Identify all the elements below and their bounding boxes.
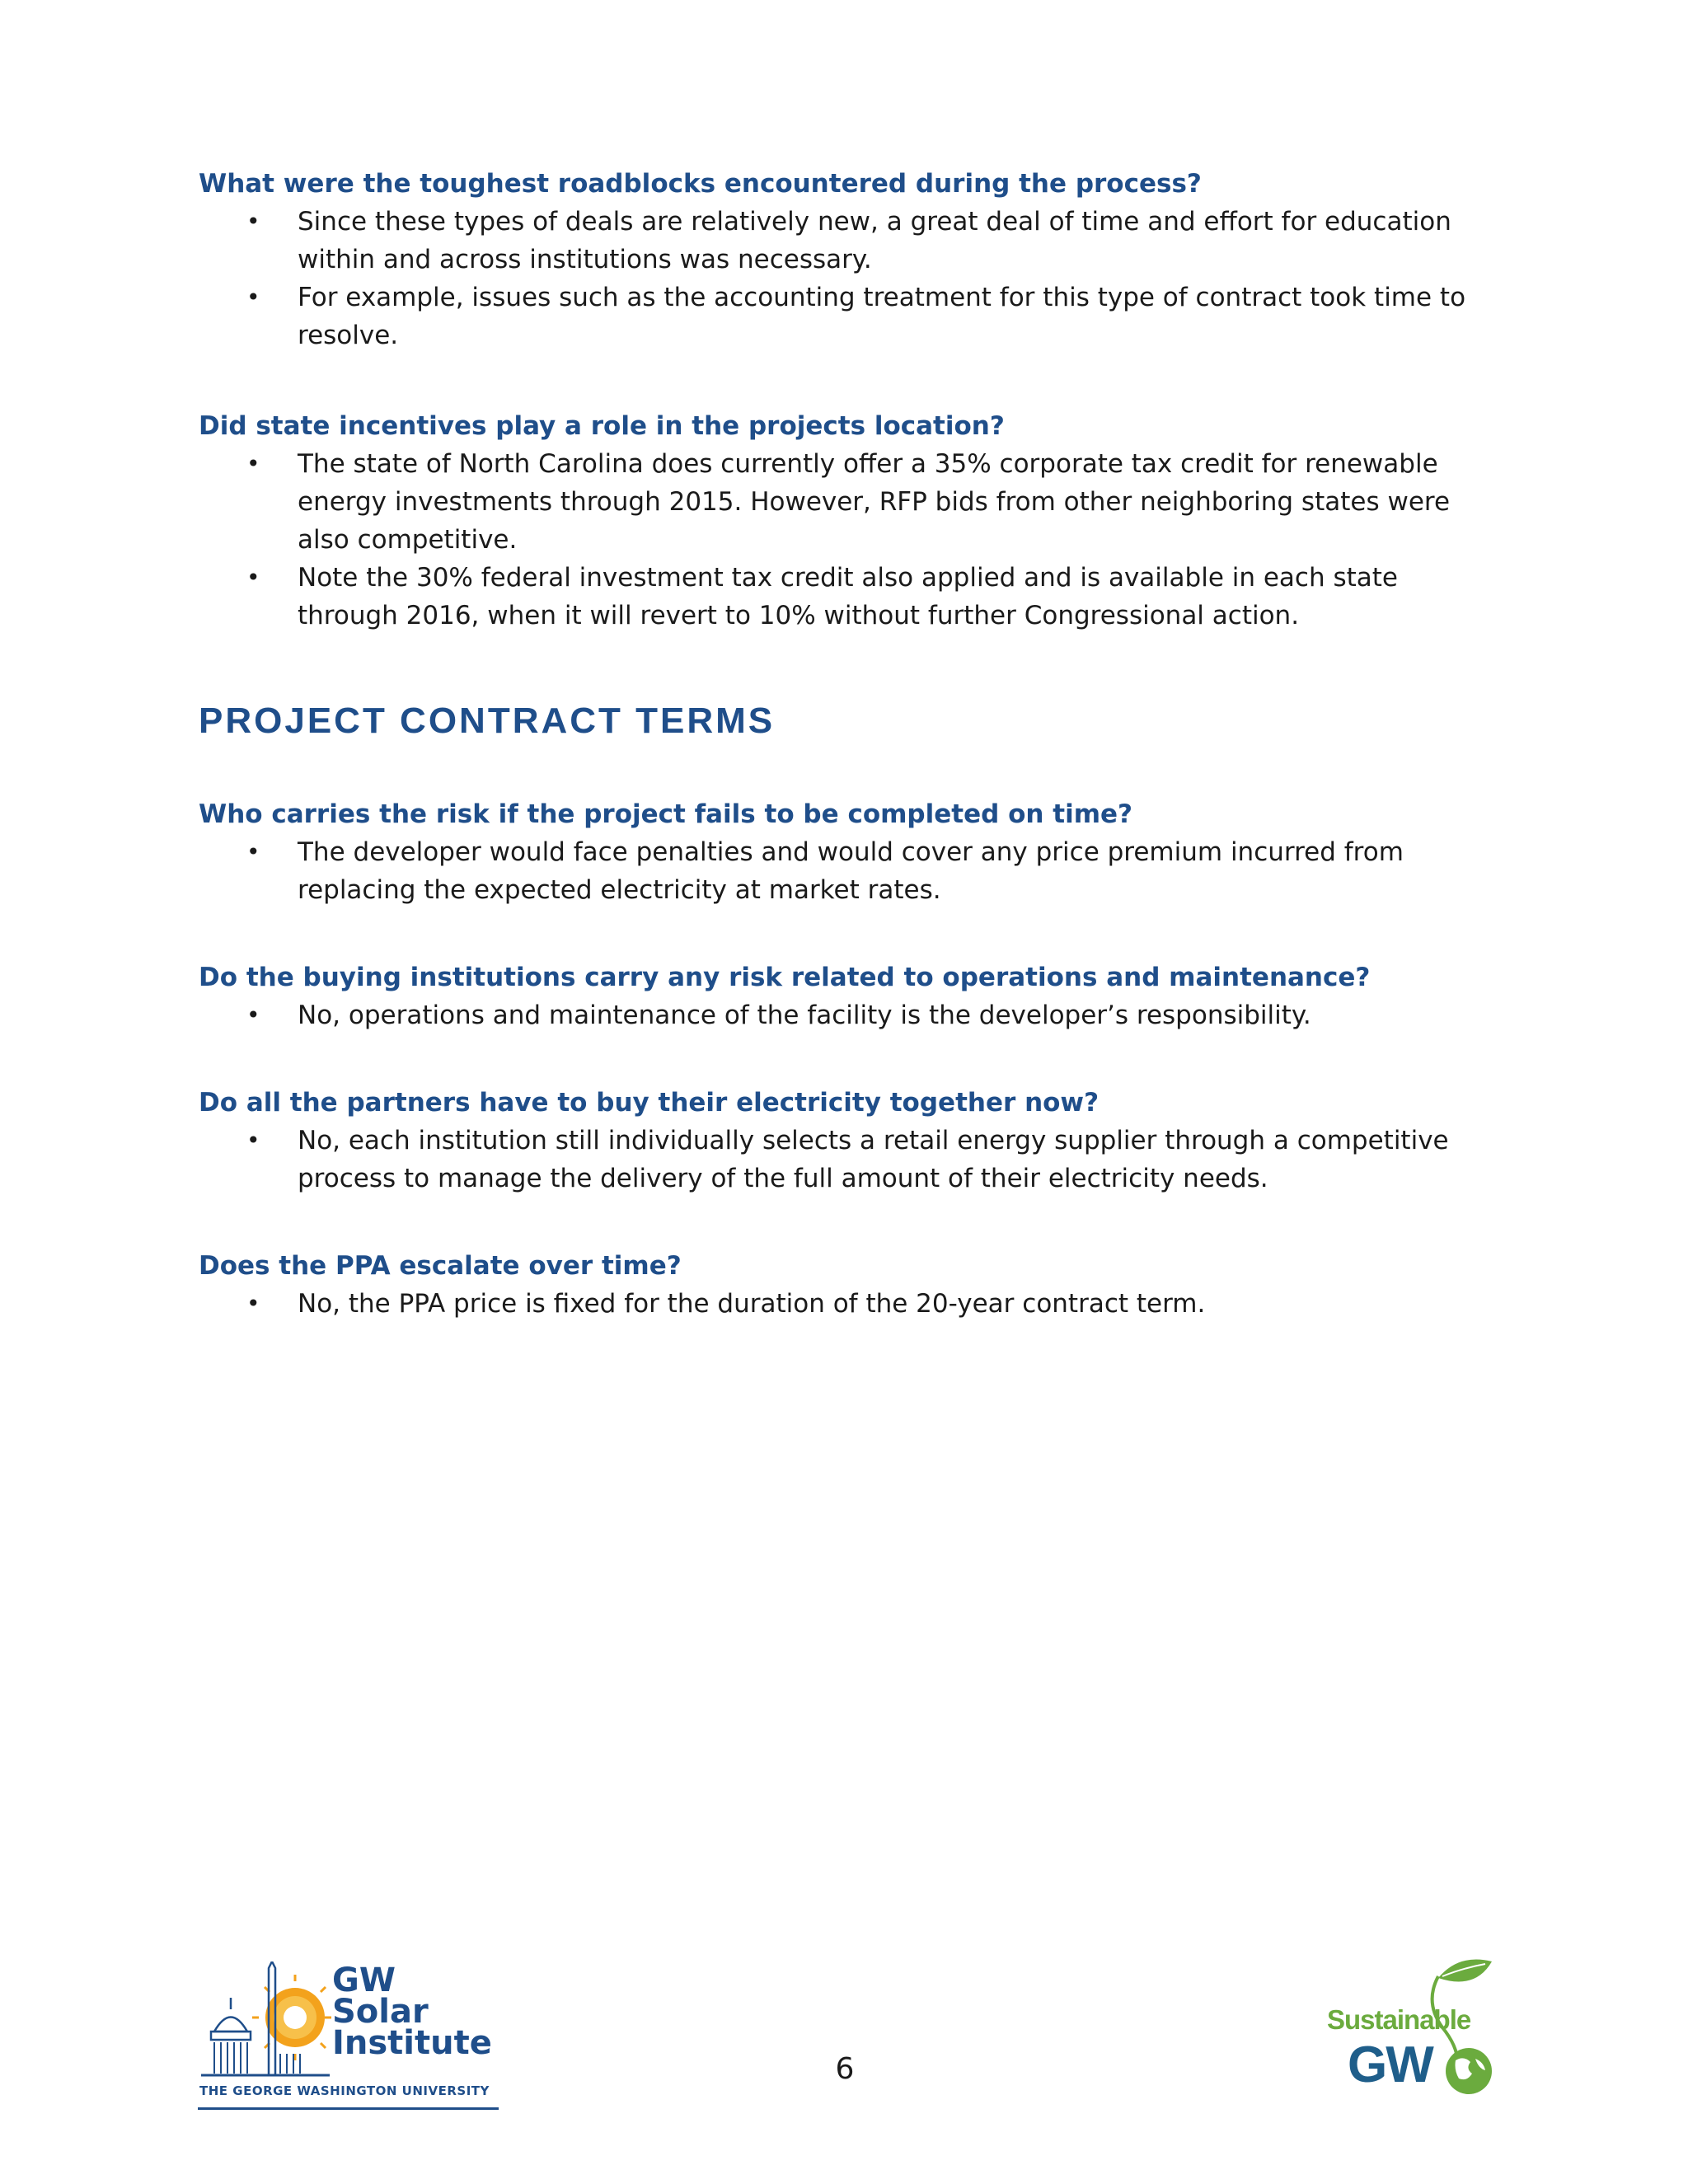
bullet-icon: • — [246, 564, 260, 591]
question-heading: Do the buying institutions carry any risk related to operations and maintenance? — [199, 963, 1371, 992]
question-heading: Did state incentives play a role in the projects location? — [199, 411, 1005, 441]
question-heading: Who carries the risk if the project fails to be completed on time? — [199, 799, 1132, 829]
answer-text: Since these types of deals are relatively new, a great deal of time and effort for education within and across institutions was necessary. — [298, 207, 1451, 274]
bullet-icon: • — [246, 1290, 260, 1317]
main-content — [199, 165, 1501, 1323]
bullet-icon: • — [246, 450, 260, 477]
sustainable-gw-logo — [1327, 1953, 1500, 2102]
answer-text: No, each institution still individually selects a retail energy supplier through a competitive process to manage the delivery of the full amount of their electricity needs. — [298, 1126, 1449, 1193]
answer-text: No, the PPA price is fixed for the duration of the 20-year contract term. — [298, 1289, 1206, 1319]
bullet-icon: • — [246, 838, 260, 865]
question-heading: Do all the partners have to buy their electricity together now? — [199, 1088, 1100, 1118]
bullet-icon: • — [246, 1127, 260, 1154]
answer-text: The state of North Carolina does currently offer a 35% corporate tax credit for renewable energy investments through 2015. However, RFP bids from other neighboring states were also competitive. — [298, 449, 1451, 555]
bullet-icon: • — [246, 284, 260, 311]
answer-list — [199, 996, 1501, 1034]
list-item — [199, 1285, 1501, 1323]
logo-wordmark: GW — [1348, 2036, 1432, 2093]
logo-divider — [198, 2107, 499, 2110]
list-item — [199, 1122, 1501, 1197]
qa-block — [199, 407, 1501, 635]
answer-list — [199, 445, 1501, 635]
question-heading: What were the toughest roadblocks encountered during the process? — [199, 169, 1202, 199]
page-number: 6 — [835, 2052, 855, 2086]
logo-line: Institute — [332, 2024, 492, 2062]
university-name: THE GEORGE WASHINGTON UNIVERSITY — [199, 2083, 490, 2098]
section-heading: PROJECT CONTRACT TERMS — [199, 701, 776, 741]
list-item — [199, 996, 1501, 1034]
logo-wordmark — [332, 1961, 492, 2062]
bullet-icon: • — [246, 1001, 260, 1029]
qa-block — [199, 1247, 1501, 1323]
list-item — [199, 279, 1501, 354]
logo-line: Solar — [332, 1993, 429, 2031]
qa-block — [199, 165, 1501, 354]
gw-solar-institute-logo — [198, 1961, 503, 2114]
qa-block — [199, 1084, 1501, 1197]
answer-list — [199, 203, 1501, 354]
answer-text: For example, issues such as the accounting treatment for this type of contract took time to resolve. — [298, 283, 1466, 350]
list-item — [199, 203, 1501, 279]
qa-block — [199, 795, 1501, 909]
answer-list — [199, 1285, 1501, 1323]
answer-text: No, operations and maintenance of the facility is the developer’s responsibility. — [298, 1001, 1311, 1030]
list-item — [199, 833, 1501, 909]
capitol-sun-icon — [198, 1961, 334, 2077]
answer-list — [199, 833, 1501, 909]
answer-list — [199, 1122, 1501, 1197]
list-item — [199, 559, 1501, 635]
logo-wordmark: Sustainable — [1327, 2004, 1471, 2035]
bullet-icon: • — [246, 208, 260, 235]
logo-line: GW — [332, 1961, 396, 1999]
answer-text: Note the 30% federal investment tax credit also applied and is available in each state through 2016, when it will revert to 10% without further Congressional action. — [298, 563, 1398, 630]
answer-text: The developer would face penalties and would cover any price premium incurred from replacing the expected electricity at market rates. — [298, 837, 1404, 905]
list-item — [199, 445, 1501, 559]
question-heading: Does the PPA escalate over time? — [199, 1251, 682, 1281]
qa-block — [199, 958, 1501, 1034]
